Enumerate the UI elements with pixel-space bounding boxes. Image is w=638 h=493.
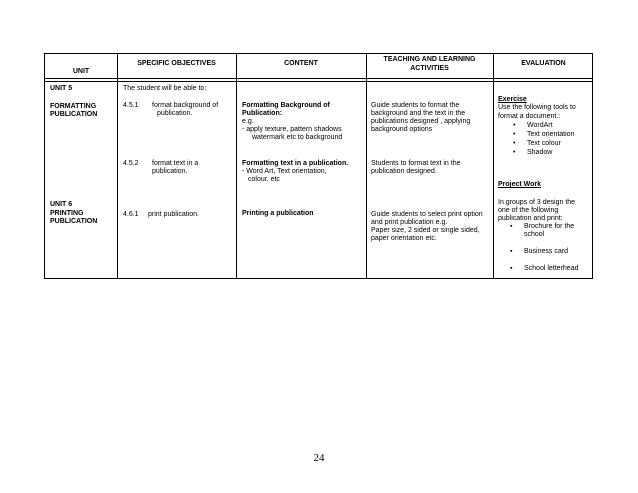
header-unit: UNIT: [72, 68, 90, 75]
content-text: - apply texture, pattern shadows: [242, 126, 342, 133]
content-title: Formatting Background of: [242, 102, 330, 109]
objective-text: publication.: [152, 168, 188, 175]
column-divider: [236, 54, 237, 278]
column-divider: [493, 54, 494, 278]
activity-text: Students to format text in the: [371, 160, 461, 167]
objective-text: format text in a: [152, 160, 199, 167]
column-divider: [117, 54, 118, 278]
activity-text: Guide students to select print option: [371, 211, 483, 218]
activity-text: Paper size, 2 sided or single sided,: [371, 227, 480, 234]
unit5-label: UNIT 5: [50, 85, 73, 92]
content-text: colour. etc: [248, 176, 280, 183]
content-title: Formatting text in a publication.: [242, 160, 349, 167]
header-content: CONTENT: [284, 60, 318, 67]
unit6-title-line1: PRINTING: [50, 210, 84, 217]
project-item: Business card: [524, 248, 568, 255]
header-objectives: SPECIFIC OBJECTIVES: [137, 60, 216, 67]
unit5-title-line1: FORMATTING: [50, 103, 97, 110]
project-item: School letterhead: [524, 265, 579, 272]
evaluation-text: Use the following tools to: [498, 104, 576, 111]
bullet-dot-icon: •: [513, 149, 516, 156]
activity-text: background and the text in the: [371, 110, 466, 117]
objective-text: print publication.: [148, 211, 199, 218]
header-rule: [45, 78, 592, 79]
bullet-dot-icon: •: [513, 140, 516, 147]
curriculum-table: [44, 53, 593, 279]
square-bullet-icon: ▪: [510, 265, 513, 272]
objective-number: 4.6.1: [123, 211, 139, 218]
activity-text: Guide students to format the: [371, 102, 460, 109]
activity-text: and print publication e.g.: [371, 219, 448, 226]
header-evaluation: EVALUATION: [521, 60, 566, 67]
content-text: - Word Art, Text orientation,: [242, 168, 327, 175]
exercise-title: Exercise: [498, 96, 527, 103]
project-item: Brochure for the: [524, 223, 575, 230]
activity-text: paper orientation etc.: [371, 235, 437, 242]
objective-number: 4.5.1: [123, 102, 139, 109]
content-text: watermark etc to background: [252, 134, 343, 141]
activity-text: background options: [371, 126, 433, 133]
activity-text: publication designed.: [371, 168, 437, 175]
objective-number: 4.5.2: [123, 160, 139, 167]
project-title: Project Work: [498, 181, 542, 188]
exercise-item: Text colour: [527, 140, 561, 147]
evaluation-text: format a document.:: [498, 113, 561, 120]
content-title: Printing a publication: [242, 210, 314, 217]
header-activities-line1: TEACHING AND LEARNING: [383, 56, 476, 63]
bullet-dot-icon: •: [513, 131, 516, 138]
unit6-label: UNIT 6: [50, 201, 73, 208]
activity-text: publications designed , applying: [371, 118, 471, 125]
square-bullet-icon: ▪: [510, 248, 513, 255]
exercise-item: Shadow: [527, 149, 553, 156]
project-item: school: [524, 231, 545, 238]
evaluation-text: one of the following: [498, 207, 559, 214]
objective-text: format background of: [152, 102, 219, 109]
evaluation-text: In groups of 3 design the: [498, 199, 576, 206]
page-number: 24: [313, 452, 325, 464]
content-title: Publication:: [242, 110, 283, 117]
header-rule: [45, 81, 592, 82]
objectives-intro: The student will be able to:: [123, 85, 207, 92]
header-activities-line2: ACTIVITIES: [410, 65, 449, 72]
objective-text: publication.: [157, 110, 193, 117]
exercise-item: WordArt: [527, 122, 553, 129]
unit5-title-line2: PUBLICATION: [50, 111, 98, 118]
content-text: e.g.: [242, 118, 254, 125]
unit6-title-line2: PUBLICATION: [50, 218, 98, 225]
evaluation-text: publication and print:: [498, 215, 563, 222]
bullet-dot-icon: •: [513, 122, 516, 129]
column-divider: [366, 54, 367, 278]
exercise-item: Text orientation: [527, 131, 575, 138]
square-bullet-icon: ▪: [510, 223, 513, 230]
